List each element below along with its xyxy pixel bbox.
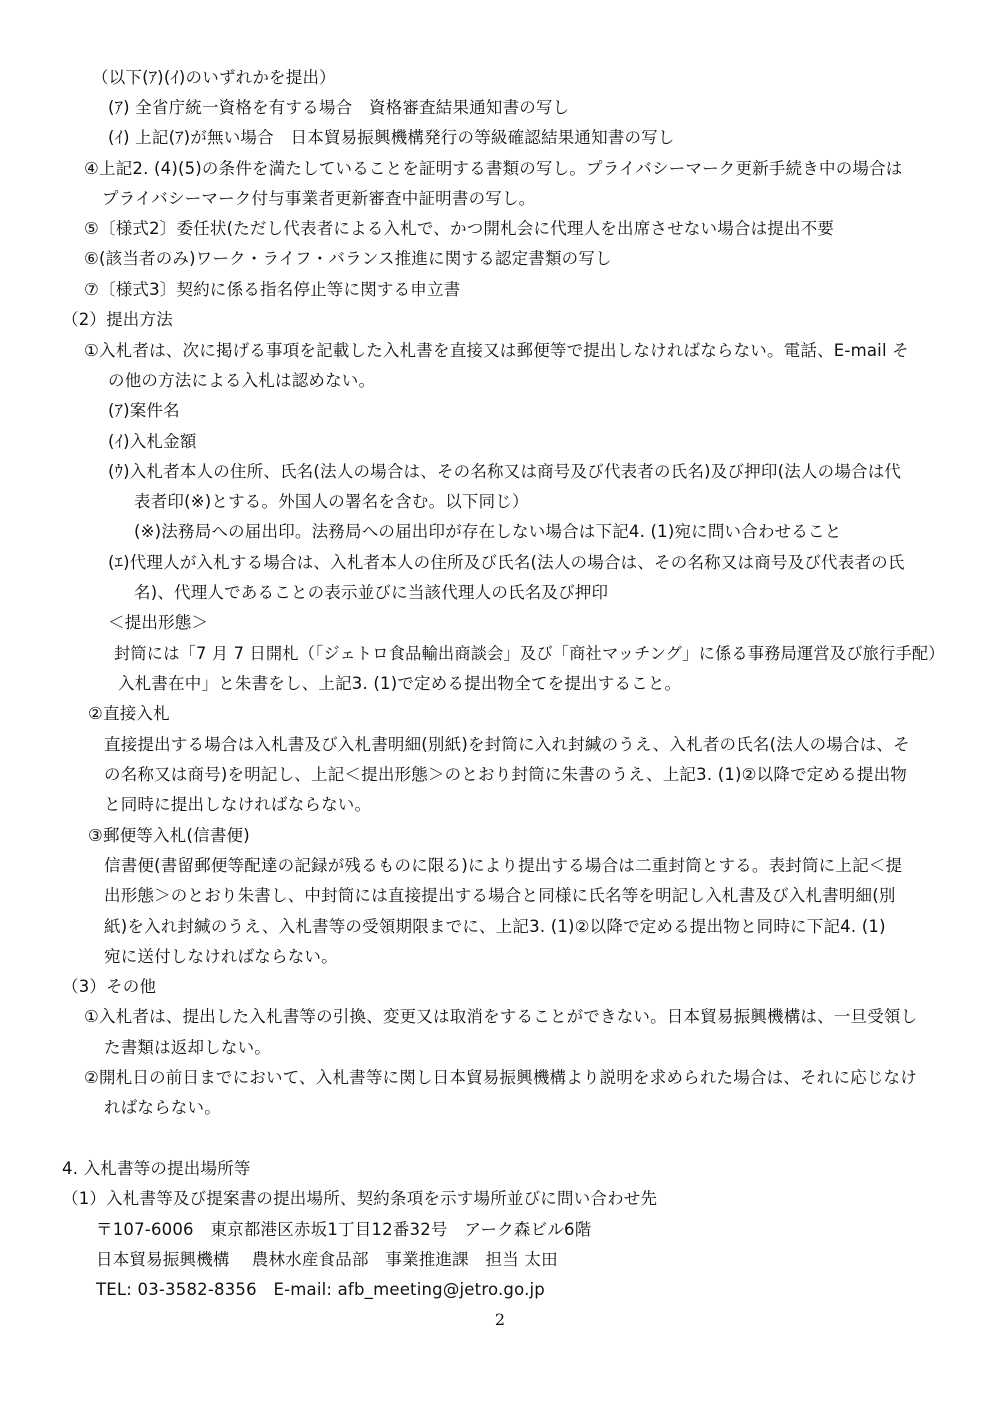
text-line: (ｴ)代理人が入札する場合は、入札者本人の住所及び氏名(法人の場合は、その名称又は商号及び代表者の氏	[108, 553, 905, 572]
text-line: プライバシーマーク付与事業者更新審査中証明書の写し。	[102, 189, 536, 208]
address-line: 〒107-6006 東京都港区赤坂1丁目12番32号 アーク森ビル6階	[96, 1220, 592, 1239]
text-line: ①入札者は、提出した入札書等の引換、変更又は取消をすることができない。日本貿易振興機構は、一旦受領し	[84, 1007, 918, 1026]
section-heading: 4. 入札書等の提出場所等	[62, 1159, 251, 1178]
text-line: ⑥(該当者のみ)ワーク・ライフ・バランス推進に関する認定書類の写し	[84, 249, 612, 268]
text-line: （1）入札書等及び提案書の提出場所、契約条項を示す場所並びに問い合わせ先	[62, 1189, 658, 1208]
section-heading: （3）その他	[62, 977, 157, 996]
text-line: 直接提出する場合は入札書及び入札書明細(別紙)を封筒に入れ封緘のうえ、入札者の氏名(法人の場合は、そ	[104, 735, 910, 754]
text-line: た書類は返却しない。	[104, 1038, 271, 1057]
text-line: 表者印(※)とする。外国人の署名を含む。以下同じ）	[134, 492, 529, 511]
text-line: 宛に送付しなければならない。	[104, 947, 338, 966]
text-line: (※)法務局への届出印。法務局への届出印が存在しない場合は下記4. (1)宛に問い合わせること	[134, 522, 842, 541]
text-line: と同時に提出しなければならない。	[104, 795, 372, 814]
text-line: (ｲ) 上記(ｱ)が無い場合 日本貿易振興機構発行の等級確認結果通知書の写し	[108, 128, 675, 147]
page-number: 2	[494, 1310, 506, 1329]
contact-line: 日本貿易振興機構 農林水産食品部 事業推進課 担当 太田	[96, 1250, 558, 1269]
subsection-heading: ②直接入札	[88, 704, 170, 723]
text-line: の名称又は商号)を明記し、上記＜提出形態＞のとおり封筒に朱書のうえ、上記3. (1)②以降で定める提出物	[104, 765, 907, 784]
text-line: ⑦〔様式3〕契約に係る指名停止等に関する申立書	[84, 280, 461, 299]
text-line: の他の方法による入札は認めない。	[108, 371, 376, 390]
text-line: 紙)を入れ封緘のうえ、入札書等の受領期限までに、上記3. (1)②以降で定める提出物と同時に下記4. (1)	[104, 917, 886, 936]
text-line: ＜提出形態＞	[108, 613, 209, 632]
text-line: 出形態＞のとおり朱書し、中封筒には直接提出する場合と同様に氏名等を明記し入札書及び入札書明細(別	[104, 886, 896, 905]
text-line: (ｲ)入札金額	[108, 432, 197, 451]
text-line: (ｱ) 全省庁統一資格を有する場合 資格審査結果通知書の写し	[108, 98, 570, 117]
text-line: 封筒には「7 月 7 日開札（「ジェトロ食品輸出商談会」及び「商社マッチング」に係る事務局運営及び旅行手配）	[114, 644, 945, 663]
contact-line: TEL: 03-3582-8356 E-mail: afb_meeting@jetro.go.jp	[96, 1280, 545, 1299]
text-line: 名)、代理人であることの表示並びに当該代理人の氏名及び押印	[134, 583, 609, 602]
text-line: ②開札日の前日までにおいて、入札書等に関し日本貿易振興機構より説明を求められた場合は、それに応じなけ	[84, 1068, 917, 1087]
section-heading: （2）提出方法	[62, 310, 173, 329]
text-line: ④上記2. (4)(5)の条件を満たしていることを証明する書類の写し。プライバシーマーク更新手続き中の場合は	[84, 159, 903, 178]
text-line: 信書便(書留郵便等配達の記録が残るものに限る)により提出する場合は二重封筒とする。表封筒に上記＜提	[104, 856, 903, 875]
subsection-heading: ③郵便等入札(信書便)	[88, 826, 250, 845]
text-line: ①入札者は、次に掲げる事項を記載した入札書を直接又は郵便等で提出しなければならない。電話、E-mail そ	[84, 341, 909, 360]
text-line: (ｱ)案件名	[108, 401, 180, 420]
text-line: (ｳ)入札者本人の住所、氏名(法人の場合は、その名称又は商号及び代表者の氏名)及び押印(法人の場合は代	[108, 462, 902, 481]
text-line: ればならない。	[104, 1098, 221, 1117]
text-line: 入札書在中」と朱書をし、上記3. (1)で定める提出物全てを提出すること。	[118, 674, 682, 693]
text-line: （以下(ｱ)(ｲ)のいずれかを提出）	[92, 68, 336, 87]
text-line: ⑤〔様式2〕委任状(ただし代表者による入札で、かつ開札会に代理人を出席させない場合は提出不要	[84, 219, 835, 238]
